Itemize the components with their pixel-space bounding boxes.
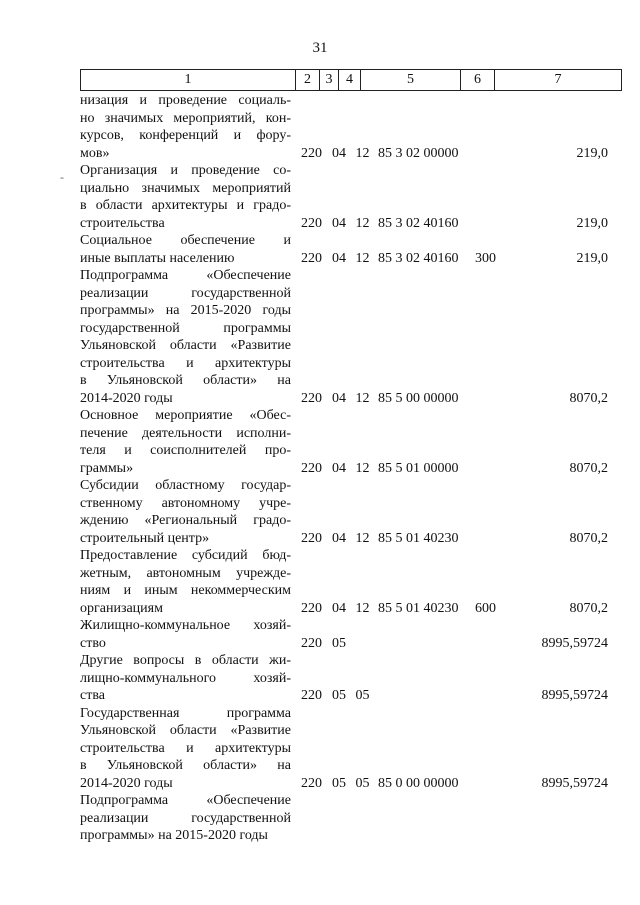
header-col-3: 3 [320,70,339,90]
row-name [80,617,295,652]
row-name [80,92,295,162]
table-row [80,617,622,652]
row-name-line: курсов, конференций и фору- [80,128,291,143]
row-col-5: 85 5 01 40230 [378,600,459,616]
row-col-2: 220 [301,775,322,791]
row-name-line: в области архитектуры и градо- [80,198,291,213]
row-col-7: 219,0 [576,215,608,231]
row-name-line: государственной программы [80,320,291,336]
row-name-line: ство [80,635,106,651]
row-col-3: 04 [332,530,346,546]
row-name-line: Государственная программа [80,705,291,721]
row-col-5: 85 5 00 00000 [378,390,459,406]
row-name-line: Жилищно-коммунальное хозяй- [80,618,291,633]
row-name-line: реализации государственной [80,810,291,826]
row-col-7: 8995,59724 [541,775,608,791]
row-col-3: 04 [332,250,346,266]
row-col-6: 300 [475,250,496,266]
row-col-4: 12 [355,145,370,161]
table-row [80,407,622,477]
row-col-5: 85 3 02 40160 [378,215,459,231]
row-col-2: 220 [301,390,322,406]
row-col-4: 12 [355,530,370,546]
row-name-line: ждению «Региональный градо- [80,513,291,528]
row-name-line: в Ульяновской области» на [80,373,291,388]
row-col-5: 85 0 00 00000 [378,775,459,791]
row-col-6: 600 [475,600,496,616]
scan-mark: - [60,170,64,184]
header-col-1: 1 [81,70,296,90]
row-col-5: 85 5 01 40230 [378,530,459,546]
row-col-7: 8995,59724 [541,688,608,703]
table-body [80,92,622,845]
row-name-line: в Ульяновской области» на [80,758,291,773]
row-col-4: 12 [355,460,370,476]
table-row [80,232,622,267]
row-col-5: 85 5 01 00000 [378,460,459,476]
row-name-line: Подпрограмма «Обеспечение [80,793,291,808]
row-name-line: циально значимых мероприятий [80,180,291,196]
row-col-3: 05 [332,775,346,791]
row-col-4: 12 [355,215,370,231]
row-col-2: 220 [301,215,322,231]
row-name-line: Социальное обеспечение и [80,233,291,248]
header-col-6: 6 [461,70,495,90]
header-col-7: 7 [554,72,562,87]
row-col-7: 8070,2 [569,530,608,546]
table-row [80,477,622,547]
row-col-4: 12 [355,250,370,266]
row-name-line: но значимых мероприятий, кон- [80,110,291,126]
row-name-line: Основное мероприятие «Обес- [80,408,291,423]
table-row [80,792,622,845]
header-col-4: 4 [339,70,361,90]
row-name-line: реализации государственной [80,285,291,301]
row-name [80,477,295,547]
row-name-line: 2014-2020 годы [80,390,173,406]
row-name-line: низация и проведение социаль- [80,93,291,108]
row-col-4: 12 [355,390,370,406]
header-col-2: 2 [296,70,320,90]
row-name-line: печение деятельности исполни- [80,425,291,441]
table-header-row [80,69,622,91]
row-col-7: 8070,2 [569,600,608,616]
row-name [80,705,295,793]
row-name-line: 2014-2020 годы [80,775,173,791]
row-col-7: 219,0 [576,250,608,266]
row-col-3: 04 [332,215,346,231]
row-col-4: 12 [355,600,370,616]
row-col-3: 04 [332,145,346,161]
row-name [80,267,295,407]
header-col-5: 5 [361,70,461,90]
row-name-line: Другие вопросы в области жи- [80,653,291,668]
row-col-4: 05 [355,775,370,791]
row-name-line: строительный центр» [80,530,210,546]
row-name [80,232,295,267]
page-number: 31 [312,40,328,56]
table-row [80,92,622,162]
row-col-3: 04 [332,390,346,406]
table-row [80,547,622,617]
row-name-line: ниям и иным некоммерческим [80,583,291,598]
row-col-3: 04 [332,460,346,476]
row-name-line: программы» на 2015-2020 годы [80,303,291,318]
row-name [80,792,295,845]
row-name-line: теля и соисполнителей про- [80,443,291,458]
row-name-line: иные выплаты населению [80,250,235,266]
row-name [80,547,295,617]
row-name-line: лищно-коммунального хозяй- [80,670,291,686]
row-col-3: 05 [332,688,346,703]
row-col-2: 220 [301,635,322,651]
row-col-7: 8995,59724 [541,635,608,651]
row-name-line: Организация и проведение со- [80,163,291,178]
row-name [80,407,295,477]
row-name-line: граммы» [80,460,134,476]
row-col-2: 220 [301,600,322,616]
row-name-line: Ульяновской области «Развитие [80,338,291,353]
row-col-2: 220 [301,460,322,476]
row-col-2: 220 [301,250,322,266]
row-name-line: мов» [80,145,110,161]
table-row [80,267,622,407]
row-col-4: 05 [355,688,370,703]
row-name-line: программы» на 2015-2020 годы [80,828,268,843]
table-row [80,705,622,793]
row-name-line: строительства и архитектуры [80,355,291,371]
row-col-2: 220 [301,530,322,546]
row-name-line: Ульяновской области «Развитие [80,723,291,738]
row-col-5: 85 3 02 40160 [378,250,459,266]
row-name-line: ства [80,688,105,703]
row-name-line: организациям [80,600,163,616]
row-col-5: 85 3 02 00000 [378,145,459,161]
row-col-3: 05 [332,635,346,651]
row-col-7: 8070,2 [569,460,608,476]
row-col-3: 04 [332,600,346,616]
row-name-line: ственному автономному учре- [80,495,291,511]
row-name [80,652,295,705]
row-name-line: строительства [80,215,165,231]
row-name-line: Подпрограмма «Обеспечение [80,268,291,283]
row-name-line: Субсидии областному государ- [80,478,291,493]
table-row [80,162,622,232]
row-name [80,162,295,232]
row-name-line: Предоставление субсидий бюд- [80,548,291,563]
row-col-7: 8070,2 [569,390,608,406]
row-name-line: строительства и архитектуры [80,740,291,756]
row-col-2: 220 [301,145,322,161]
row-name-line: жетным, автономным учрежде- [80,565,291,581]
row-col-2: 220 [301,688,322,703]
row-col-7: 219,0 [576,145,608,161]
table-row [80,652,622,705]
